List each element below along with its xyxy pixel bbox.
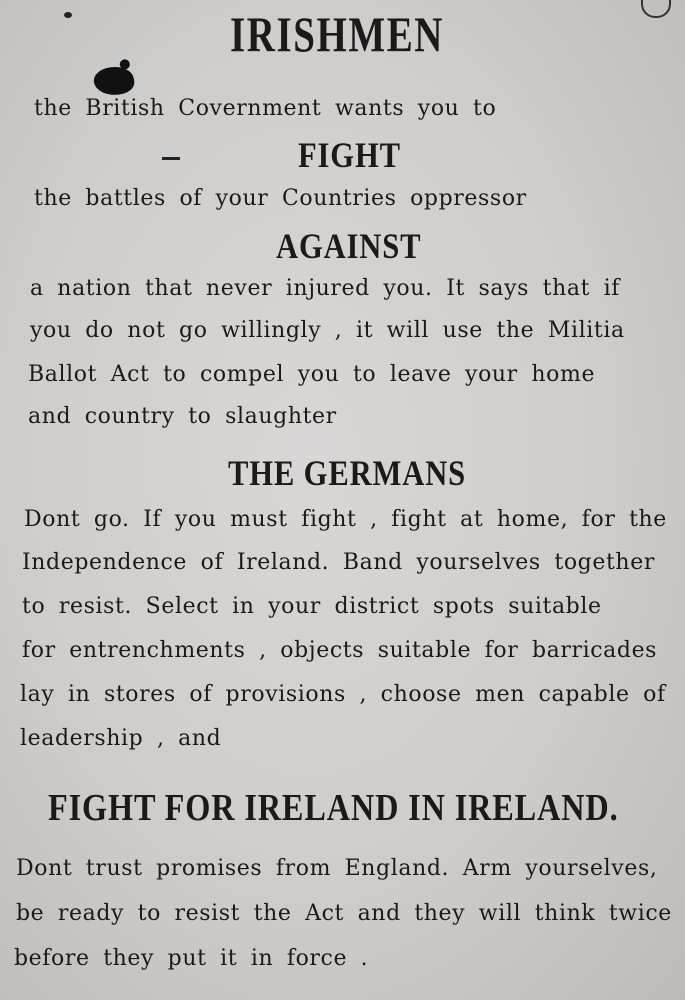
text-line: Dont go. If you must fight , fight at home, for the xyxy=(24,507,667,532)
text-line: the British Covernment wants you to xyxy=(34,96,497,121)
poster-title: IRISHMEN xyxy=(230,6,445,62)
heading-fight-for-ireland: FIGHT FOR IRELAND IN IRELAND. xyxy=(48,787,619,829)
text-line: before they put it in force . xyxy=(14,946,369,971)
text-line: Ballot Act to compel you to leave your home xyxy=(28,362,596,387)
text-line: and country to slaughter xyxy=(28,404,337,429)
ink-blot xyxy=(92,64,136,97)
text-line: Independence of Ireland. Band yourselves together xyxy=(22,550,655,575)
text-line: the battles of your Countries oppressor xyxy=(34,186,527,211)
text-line: be ready to resist the Act and they will think twice xyxy=(16,901,672,926)
heading-the-germans: THE GERMANS xyxy=(228,453,467,493)
ink-speck xyxy=(64,12,72,18)
text-line: you do not go willingly , it will use the Militia xyxy=(30,318,625,343)
corner-mark xyxy=(641,0,671,18)
ink-dash xyxy=(162,157,180,160)
text-line: Dont trust promises from England. Arm yourselves, xyxy=(16,856,658,881)
heading-against: AGAINST xyxy=(276,226,422,266)
text-line: to resist. Select in your district spots suitable xyxy=(22,594,602,619)
text-line: lay in stores of provisions , choose men capable of xyxy=(20,682,666,707)
heading-fight: FIGHT xyxy=(298,135,401,175)
text-line: a nation that never injured you. It says that if xyxy=(30,276,621,301)
text-line: leadership , and xyxy=(20,726,222,751)
text-line: for entrenchments , objects suitable for barricades xyxy=(22,638,658,663)
